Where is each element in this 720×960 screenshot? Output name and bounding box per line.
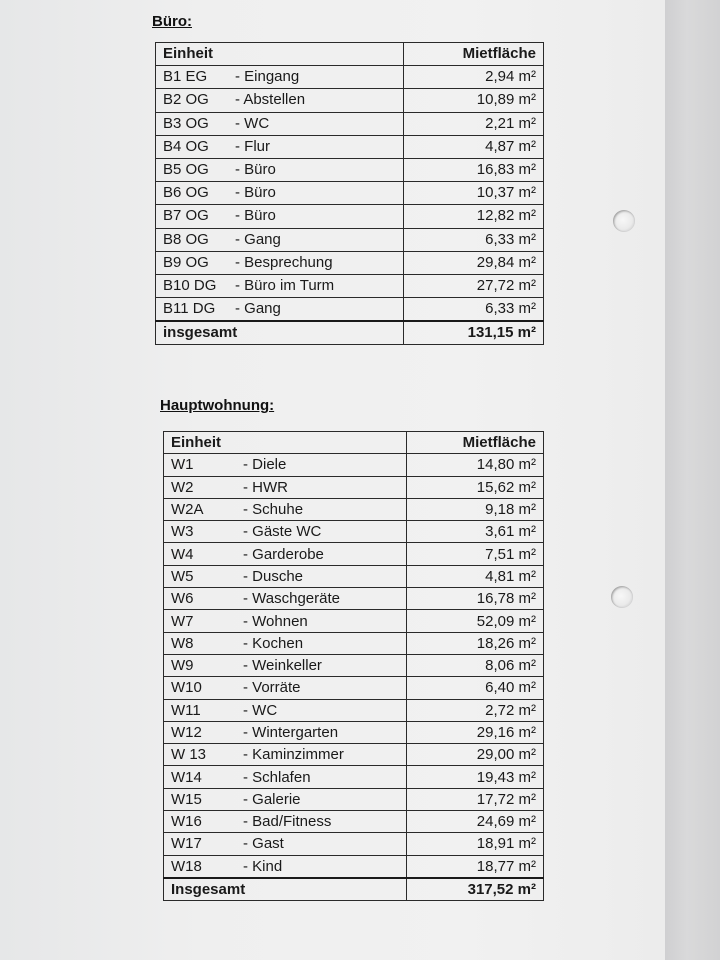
buero-row	[156, 228, 544, 251]
wohn-room-name: - Galerie	[243, 790, 301, 808]
buero-room-name: - Büro im Turm	[235, 276, 335, 294]
wohn-row	[164, 766, 544, 788]
buero-unit-code: B10 DG	[163, 276, 217, 294]
buero-area-cell: 2,21 m²	[404, 112, 544, 135]
wohn-row	[164, 677, 544, 699]
wohn-room-name: - Diele	[243, 456, 287, 474]
wohn-unit-code: W14	[171, 768, 202, 786]
buero-area-cell: 10,89 m²	[404, 89, 544, 112]
buero-unit-code: B6 OG	[163, 184, 209, 202]
wohn-unit-cell	[164, 565, 407, 587]
wohn-area-cell: 9,18 m²	[407, 498, 544, 520]
buero-total-row	[156, 321, 544, 345]
wohn-row	[164, 543, 544, 565]
wohn-total-area: 317,52 m²	[407, 878, 544, 901]
wohn-room-name: - Waschgeräte	[243, 590, 340, 608]
wohn-row	[164, 632, 544, 654]
buero-unit-cell	[156, 182, 404, 205]
buero-room-name: - Gang	[235, 230, 281, 248]
wohn-header-unit: Einheit	[164, 432, 407, 454]
wohn-area-cell: 18,26 m²	[407, 632, 544, 654]
buero-unit-code: B4 OG	[163, 137, 209, 155]
wohn-unit-cell	[164, 855, 407, 878]
wohn-unit-cell	[164, 654, 407, 676]
wohn-unit-cell	[164, 610, 407, 632]
buero-row	[156, 158, 544, 181]
wohn-area-cell: 19,43 m²	[407, 766, 544, 788]
wohn-area-cell: 14,80 m²	[407, 454, 544, 476]
wohn-room-name: - Bad/Fitness	[243, 813, 332, 831]
buero-heading: Büro:	[152, 13, 192, 30]
wohn-room-name: - Wintergarten	[243, 724, 339, 741]
hauptwohnung-heading: Hauptwohnung:	[160, 397, 275, 414]
buero-room-name: - Abstellen	[235, 91, 306, 109]
wohn-row	[164, 855, 544, 878]
wohn-header-row	[164, 432, 544, 454]
wohn-room-name: - HWR	[243, 478, 288, 496]
wohn-room-name: - WC	[243, 701, 278, 719]
buero-unit-cell	[156, 228, 404, 251]
wohn-row	[164, 654, 544, 676]
wohn-unit-code: W 13	[171, 746, 207, 764]
buero-unit-code: B2 OG	[163, 91, 209, 109]
buero-unit-code: B11 DG	[163, 300, 216, 318]
buero-area-cell: 6,33 m²	[404, 298, 544, 322]
page-edge	[665, 0, 720, 960]
buero-unit-code: B1 EG	[163, 68, 208, 86]
wohn-total-row	[164, 878, 544, 901]
wohn-unit-cell	[164, 811, 407, 833]
wohn-unit-code: W6	[171, 590, 194, 608]
wohn-room-name: - Wohnen	[243, 612, 308, 630]
buero-unit-cell	[156, 112, 404, 135]
buero-area-cell: 4,87 m²	[404, 135, 544, 158]
buero-row	[156, 251, 544, 274]
buero-area-cell: 12,82 m²	[404, 205, 544, 228]
wohn-row	[164, 588, 544, 610]
wohn-row	[164, 610, 544, 632]
buero-unit-cell	[156, 274, 404, 297]
buero-room-name: - WC	[235, 114, 270, 132]
wohn-area-cell: 18,91 m²	[407, 833, 544, 855]
wohn-area-cell: 16,78 m²	[407, 588, 544, 610]
wohn-unit-cell	[164, 454, 407, 476]
hauptwohnung-table	[163, 431, 544, 901]
wohn-area-cell: 29,16 m²	[407, 721, 544, 743]
buero-room-name: - Eingang	[235, 68, 300, 86]
wohn-unit-cell	[164, 721, 407, 743]
wohn-unit-code: W4	[171, 545, 194, 563]
buero-room-name: - Flur	[235, 137, 270, 155]
buero-unit-cell	[156, 205, 404, 228]
punch-hole-top	[613, 210, 635, 232]
buero-area-cell: 10,37 m²	[404, 182, 544, 205]
wohn-row	[164, 521, 544, 543]
wohn-room-name: - Schuhe	[243, 501, 304, 519]
wohn-unit-code: W3	[171, 523, 194, 541]
wohn-unit-cell	[164, 543, 407, 565]
buero-unit-cell	[156, 251, 404, 274]
wohn-row	[164, 788, 544, 810]
wohn-unit-code: W5	[171, 567, 194, 585]
wohn-area-cell: 15,62 m²	[407, 476, 544, 498]
buero-row	[156, 205, 544, 228]
wohn-area-cell: 2,72 m²	[407, 699, 544, 721]
wohn-area-cell: 6,40 m²	[407, 677, 544, 699]
wohn-unit-code: W16	[171, 813, 202, 831]
buero-unit-code: B8 OG	[163, 230, 209, 248]
wohn-header-area: Mietfläche	[407, 432, 544, 454]
buero-area-cell: 2,94 m²	[404, 66, 544, 89]
buero-unit-cell	[156, 158, 404, 181]
wohn-room-name: - Dusche	[243, 567, 304, 585]
wohn-unit-cell	[164, 699, 407, 721]
buero-row	[156, 112, 544, 135]
wohn-area-cell: 18,77 m²	[407, 855, 544, 878]
buero-header-row	[156, 43, 544, 66]
wohn-row	[164, 476, 544, 498]
buero-total-area: 131,15 m²	[404, 321, 544, 345]
wohn-room-name: - Gäste WC	[243, 523, 322, 541]
buero-row	[156, 89, 544, 112]
wohn-row	[164, 565, 544, 587]
buero-unit-cell	[156, 135, 404, 158]
wohn-row	[164, 833, 544, 855]
wohn-row	[164, 454, 544, 476]
wohn-unit-cell	[164, 788, 407, 810]
wohn-unit-cell	[164, 476, 407, 498]
buero-area-cell: 6,33 m²	[404, 228, 544, 251]
buero-room-name: - Büro	[235, 207, 276, 225]
buero-area-cell: 29,84 m²	[404, 251, 544, 274]
buero-row	[156, 274, 544, 297]
wohn-unit-code: W2A	[171, 501, 204, 519]
buero-row	[156, 298, 544, 322]
wohn-room-name: - Garderobe	[243, 545, 324, 563]
buero-unit-cell	[156, 298, 404, 322]
buero-unit-cell	[156, 89, 404, 112]
buero-unit-code: B9 OG	[163, 253, 209, 271]
wohn-area-cell: 4,81 m²	[407, 565, 544, 587]
wohn-room-name: - Kaminzimmer	[243, 746, 344, 764]
buero-room-name: - Büro	[235, 184, 276, 202]
buero-area-cell: 27,72 m²	[404, 274, 544, 297]
wohn-area-cell: 7,51 m²	[407, 543, 544, 565]
wohn-area-cell: 29,00 m²	[407, 744, 544, 766]
wohn-area-cell: 17,72 m²	[407, 788, 544, 810]
buero-unit-code: B5 OG	[163, 161, 209, 179]
wohn-room-name: - Kind	[243, 857, 283, 875]
buero-header-unit: Einheit	[156, 43, 404, 66]
wohn-area-cell: 8,06 m²	[407, 654, 544, 676]
wohn-row	[164, 811, 544, 833]
wohn-area-cell: 3,61 m²	[407, 521, 544, 543]
wohn-room-name: - Schlafen	[243, 768, 311, 786]
wohn-row	[164, 721, 544, 743]
wohn-row	[164, 744, 544, 766]
wohn-unit-cell	[164, 632, 407, 654]
wohn-unit-cell	[164, 677, 407, 699]
wohn-unit-code: W17	[171, 835, 202, 853]
wohn-unit-cell	[164, 833, 407, 855]
wohn-unit-cell	[164, 521, 407, 543]
wohn-room-name: - Gast	[243, 835, 284, 853]
buero-room-name: - Gang	[235, 300, 281, 318]
buero-row	[156, 66, 544, 89]
buero-row	[156, 182, 544, 205]
wohn-unit-code: W1	[171, 456, 194, 474]
buero-total-label: insgesamt	[156, 321, 404, 345]
wohn-unit-code: W18	[171, 857, 202, 875]
wohn-row	[164, 498, 544, 520]
punch-hole-bottom	[611, 586, 633, 608]
buero-room-name: - Besprechung	[235, 253, 333, 271]
buero-room-name: - Büro	[235, 161, 276, 179]
wohn-area-cell: 24,69 m²	[407, 811, 544, 833]
wohn-unit-code: W7	[171, 612, 194, 630]
buero-header-area: Mietfläche	[404, 43, 544, 66]
wohn-unit-code: W15	[171, 790, 202, 808]
wohn-unit-code: W9	[171, 657, 194, 675]
buero-table	[155, 42, 544, 345]
wohn-room-name: - Kochen	[243, 634, 304, 652]
wohn-unit-code: W8	[171, 634, 194, 652]
buero-unit-code: B3 OG	[163, 114, 209, 132]
wohn-unit-code: W2	[171, 478, 194, 496]
wohn-unit-cell	[164, 744, 407, 766]
wohn-total-label: Insgesamt	[164, 878, 407, 901]
wohn-unit-code: W10	[171, 679, 202, 697]
buero-unit-code: B7 OG	[163, 207, 209, 225]
wohn-unit-code: W11	[171, 701, 201, 719]
wohn-unit-cell	[164, 588, 407, 610]
buero-area-cell: 16,83 m²	[404, 158, 544, 181]
wohn-unit-cell	[164, 766, 407, 788]
buero-row	[156, 135, 544, 158]
wohn-unit-code: W12	[171, 724, 202, 741]
wohn-room-name: - Vorräte	[243, 679, 301, 697]
wohn-room-name: - Weinkeller	[243, 657, 322, 675]
wohn-unit-cell	[164, 498, 407, 520]
wohn-area-cell: 52,09 m²	[407, 610, 544, 632]
buero-unit-cell	[156, 66, 404, 89]
wohn-row	[164, 699, 544, 721]
